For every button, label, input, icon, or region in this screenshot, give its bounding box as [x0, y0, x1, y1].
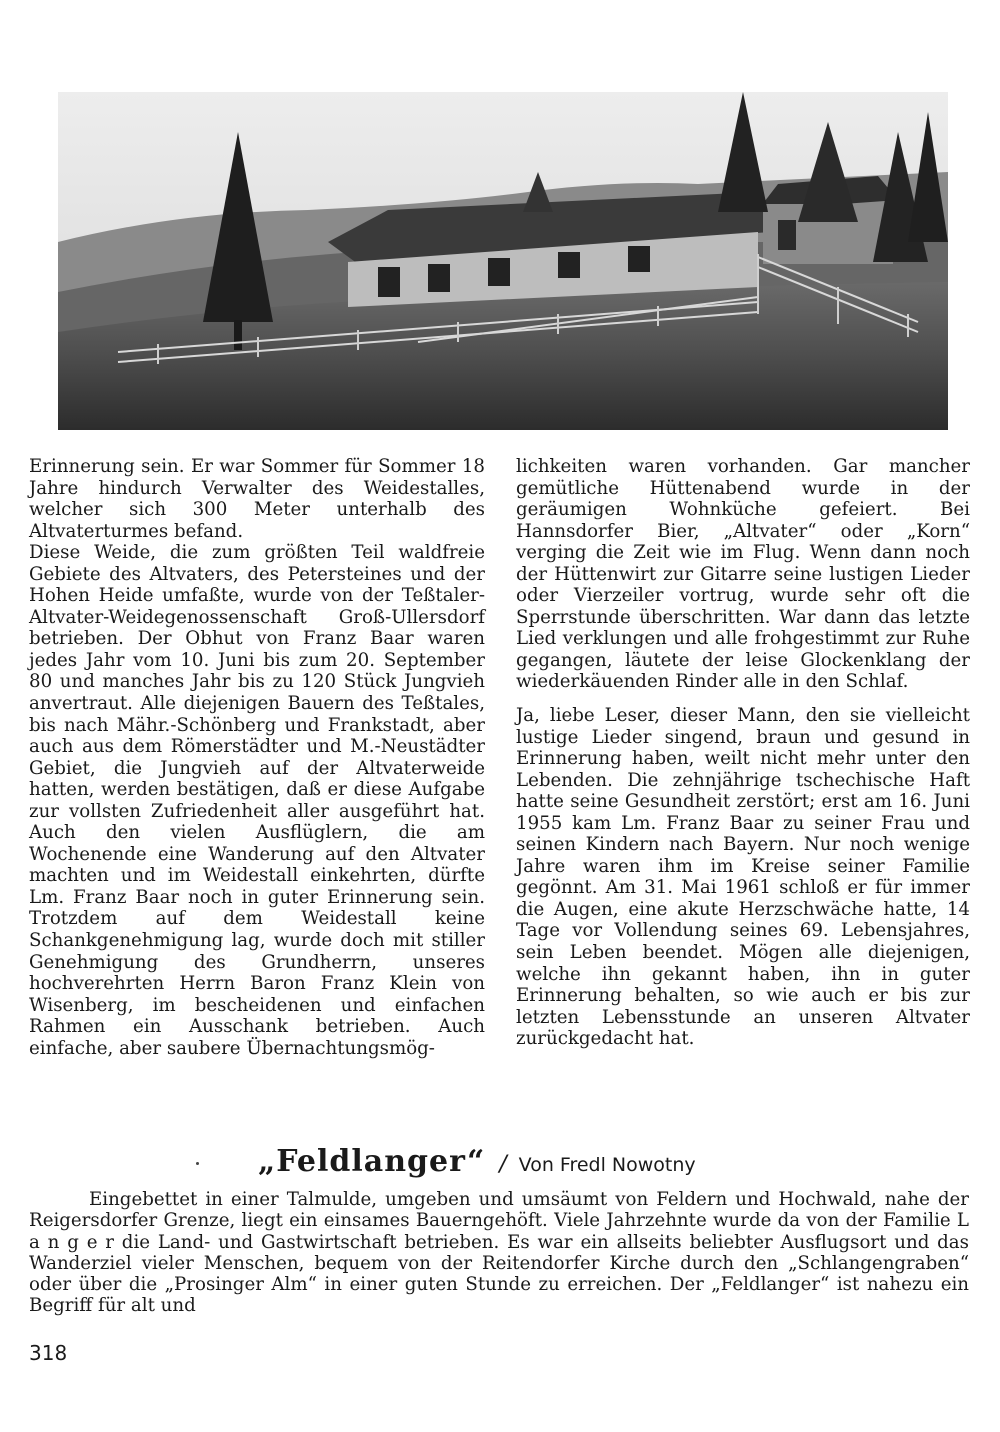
article-title: „Feldlanger“ [258, 1144, 486, 1179]
right-paragraph-2: Ja, liebe Leser, dieser Mann, den sie vielleicht lustige Lieder singend, braun und gesund in Erinnerung haben, weilt nicht mehr unter den Lebenden. Die zehnjährige tschechische Haft hatte seine Gesundheit zerstört; erst am 16. Juni 1955 kam Lm. Franz Baar zu seiner Frau und seinen Kindern nach Bayern. Nur noch wenige Jahre waren ihm im Kreise seiner Familie gegönnt. Am 31. Mai 1961 schloß er für immer die Augen, eine akute Herzschwäche hatte, 14 Tage vor Vollendung seines 69. Lebensjahres, sein Leben beendet. Mögen alle diejenigen, welche ihn gekannt haben, ihn in guter Erinnerung behalten, so wie auch er bis zur letzten Lebensstunde an unseren Altvater zurückgedacht hat. [516, 705, 970, 1050]
right-text-column [516, 456, 970, 1050]
title-separator: / [499, 1152, 507, 1177]
article-heading [258, 1144, 696, 1179]
right-paragraph-1: lichkeiten waren vorhanden. Gar mancher gemütliche Hüttenabend wurde in der geräumigen Wohnküche gefeiert. Bei Hannsdorfer Bier, „Altvater“ oder „Korn“ verging die Zeit wie im Flug. Wenn dann noch der Hüttenwirt zur Gitarre seine lustigen Lieder oder Vierzeiler vortrug, wurde sehr oft die Sperrstunde überschritten. War dann das letzte Lied verklungen und alle frohgestimmt zur Ruhe gegangen, läutete der leise Glockenklang der wiederkäuenden Rinder alle in den Schlaf. [516, 456, 970, 693]
left-text-column [29, 456, 485, 1059]
left-paragraph-1: Erinnerung sein. Er war Sommer für Sommer 18 Jahre hindurch Verwalter des Weidestalles, welcher sich 300 Meter unterhalb des Altvaterturmes befand. [29, 456, 485, 542]
farm-photo [58, 92, 948, 430]
decorative-dot [196, 1162, 199, 1165]
left-paragraph-2: Diese Weide, die zum größten Teil waldfreie Gebiete des Altvaters, des Petersteines und der Hohen Heide umfaßte, wurde von der Teßtaler-Altvater-Weidegenossenschaft Groß-Ullersdorf betrieben. Der Obhut von Franz Baar waren jedes Jahr vom 10. Juni bis zum 20. September 80 und manches Jahr bis zu 120 Stück Jungvieh anvertraut. Alle diejenigen Bauern des Teßtales, bis nach Mähr.-Schönberg und Frankstadt, aber auch aus dem Römerstädter und M.-Neustädter Gebiet, die Jungvieh auf der Altvaterweide hatten, werden bestätigen, daß er diese Aufgabe zur vollsten Zufriedenheit aller ausgeführt hat. Auch den vielen Ausflüglern, die am Wochenende eine Wanderung auf den Altvater machten und im Weidestall einkehrten, dürfte Lm. Franz Baar noch in guter Erinnerung sein. Trotzdem auf dem Weidestall keine Schankgenehmigung lag, wurde doch mit stiller Genehmigung des Grundherrn, unseres hochverehrten Herrn Baron Franz Klein von Wisenberg, im bescheidenen und einfachen Rahmen ein Ausschank betrieben. Auch einfache, aber saubere Übernachtungsmög- [29, 542, 485, 1059]
pasture-barn-image-icon [58, 92, 948, 430]
article-body: Eingebettet in einer Talmulde, umgeben und umsäumt von Feldern und Hochwald, nahe der Reigersdorfer Grenze, liegt ein einsames Bauerngehöft. Viele Jahrzehnte wurde da von der Familie L a n g e r die Land- und Gastwirtschaft betrieben. Es war ein allseits beliebter Ausflugsort und das Wanderziel vieler Menschen, bequem von der Reitendorfer Kirche durch den „Schlangengraben“ oder über die „Prosinger Alm“ in einer guten Stunde zu erreichen. Der „Feldlanger“ ist nahezu ein Begriff für alt und [29, 1189, 969, 1317]
article-author: Von Fredl Nowotny [518, 1154, 696, 1176]
page-number: 318 [29, 1341, 68, 1365]
